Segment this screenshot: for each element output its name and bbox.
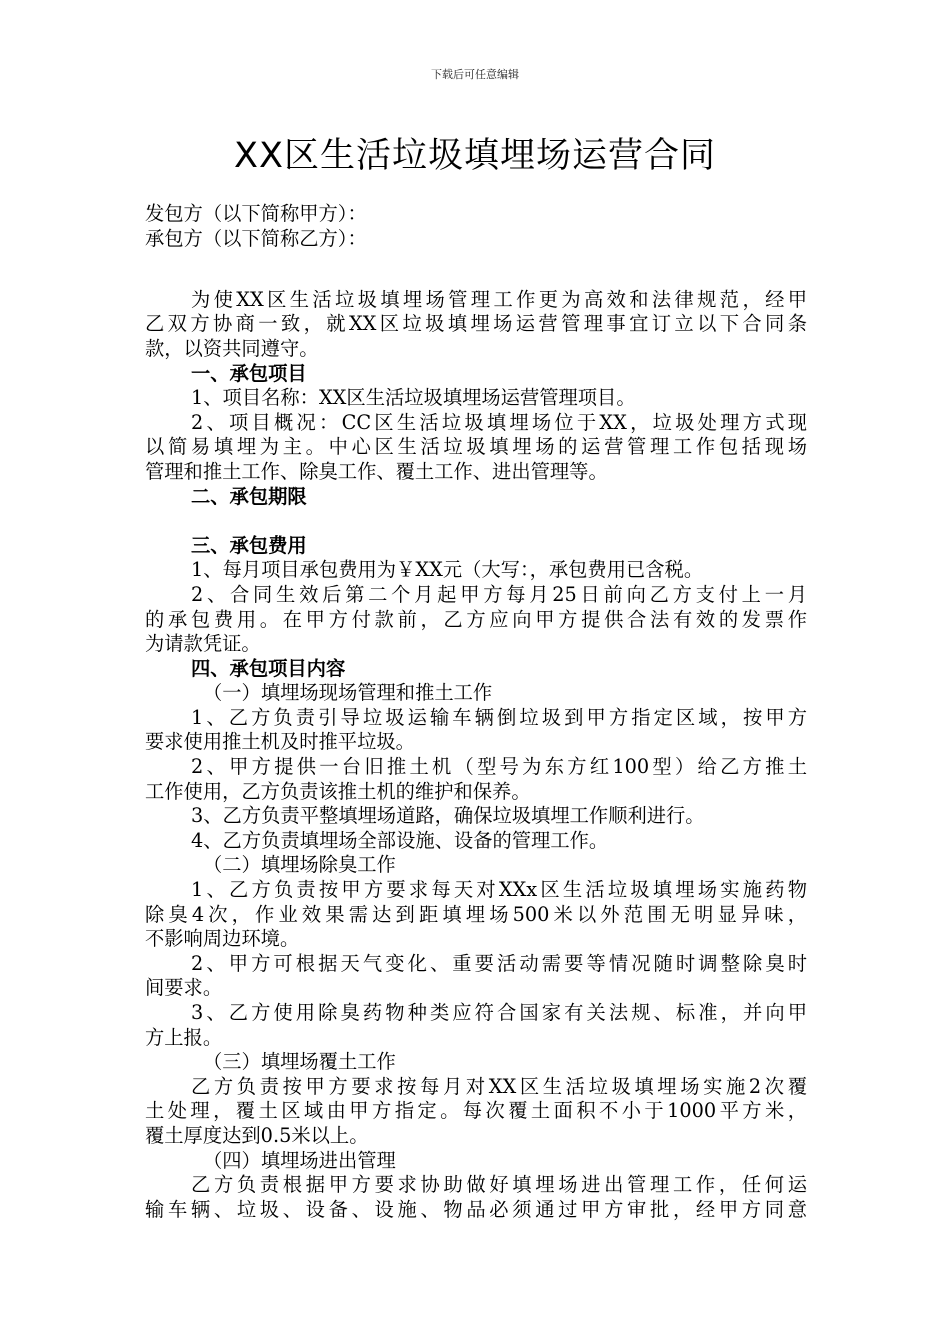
subsection-title: （二）填埋场除臭工作 (203, 853, 396, 877)
intro-line: 为使XX区生活垃圾填埋场管理工作更为高效和法律规范，经甲 (191, 287, 807, 311)
paragraph-line: 不影响周边环境。 (145, 927, 300, 951)
section-heading: 三、承包费用 (191, 533, 307, 557)
paragraph-line: 工作使用，乙方负责该推土机的维护和保养。 (145, 779, 531, 803)
paragraph-line: 4、乙方负责填埋场全部设施、设备的管理工作。 (191, 828, 609, 852)
paragraph-line: 乙方负责根据甲方要求协助做好填埋场进出管理工作，任何运 (191, 1173, 807, 1197)
section-heading: 二、承包期限 (191, 484, 307, 508)
paragraph-line: 除臭4次，作业效果需达到距填埋场500米以外范围无明显异味， (145, 902, 807, 926)
paragraph-line: 间要求。 (145, 976, 223, 1000)
paragraph-line: 1、乙方负责引导垃圾运输车辆倒垃圾到甲方指定区域，按甲方 (191, 705, 807, 729)
intro-line: 乙双方协商一致，就XX区垃圾填埋场运营管理事宜订立以下合同条 (145, 312, 807, 336)
paragraph-line: 1、项目名称：XX区生活垃圾填埋场运营管理项目。 (191, 386, 636, 410)
subsection-title: （三）填埋场覆土工作 (203, 1050, 396, 1074)
paragraph-line: 要求使用推土机及时推平垃圾。 (145, 730, 415, 754)
header-note: 下载后可任意编辑 (431, 68, 519, 81)
party-b-line: 承包方（以下简称乙方）： (145, 226, 367, 250)
paragraph-line: 乙方负责按甲方要求按每月对XX区生活垃圾填埋场实施2次覆 (191, 1074, 807, 1098)
paragraph-line: 的承包费用。在甲方付款前，乙方应向甲方提供合法有效的发票作 (145, 607, 807, 631)
paragraph-line: 1、每月项目承包费用为￥XX元（大写：，承包费用已含税。 (191, 558, 704, 582)
paragraph-line: 覆土厚度达到0.5米以上。 (145, 1123, 369, 1147)
paragraph-line: 2、甲方提供一台旧推土机（型号为东方红100型）给乙方推土 (191, 755, 807, 779)
paragraph-line: 管理和推土工作、除臭工作、覆土工作、进出管理等。 (145, 459, 608, 483)
paragraph-line: 1、乙方负责按甲方要求每天对XXx区生活垃圾填埋场实施药物 (191, 878, 807, 902)
spacer (145, 509, 807, 534)
subsection-title: （四）填埋场进出管理 (203, 1148, 396, 1172)
subsection-title: （一）填埋场现场管理和推土工作 (203, 681, 493, 705)
paragraph-line: 3、乙方负责平整填埋场道路，确保垃圾填埋工作顺利进行。 (191, 804, 705, 828)
paragraph-line: 土处理，覆土区域由甲方指定。每次覆土面积不小于1000平方米， (145, 1099, 807, 1123)
paragraph-line: 2、甲方可根据天气变化、重要活动需要等情况随时调整除臭时 (191, 951, 807, 975)
intro-line: 款，以资共同遵守。 (145, 336, 319, 360)
paragraph-line: 2、项目概况：CC区生活垃圾填埋场位于XX，垃圾处理方式现 (191, 410, 807, 434)
paragraph-line: 以简易填埋为主。中心区生活垃圾填埋场的运营管理工作包括现场 (145, 435, 807, 459)
document-body (145, 202, 807, 1222)
spacer (145, 251, 807, 276)
paragraph-line: 2、合同生效后第二个月起甲方每月25日前向乙方支付上一月 (191, 582, 807, 606)
paragraph-line: 方上报。 (145, 1025, 223, 1049)
section-heading: 一、承包项目 (191, 361, 307, 385)
paragraph-line: 3、乙方使用除臭药物种类应符合国家有关法规、标准，并向甲 (191, 1001, 807, 1024)
paragraph-line: 输车辆、垃圾、设备、设施、物品必须通过甲方审批，经甲方同意 (145, 1197, 807, 1221)
section-heading: 四、承包项目内容 (191, 656, 346, 680)
spacer (145, 276, 807, 288)
party-a-line: 发包方（以下简称甲方）： (145, 202, 367, 225)
paragraph-line: 为请款凭证。 (145, 632, 261, 656)
document-title: XX区生活垃圾填埋场运营合同 (234, 136, 716, 176)
